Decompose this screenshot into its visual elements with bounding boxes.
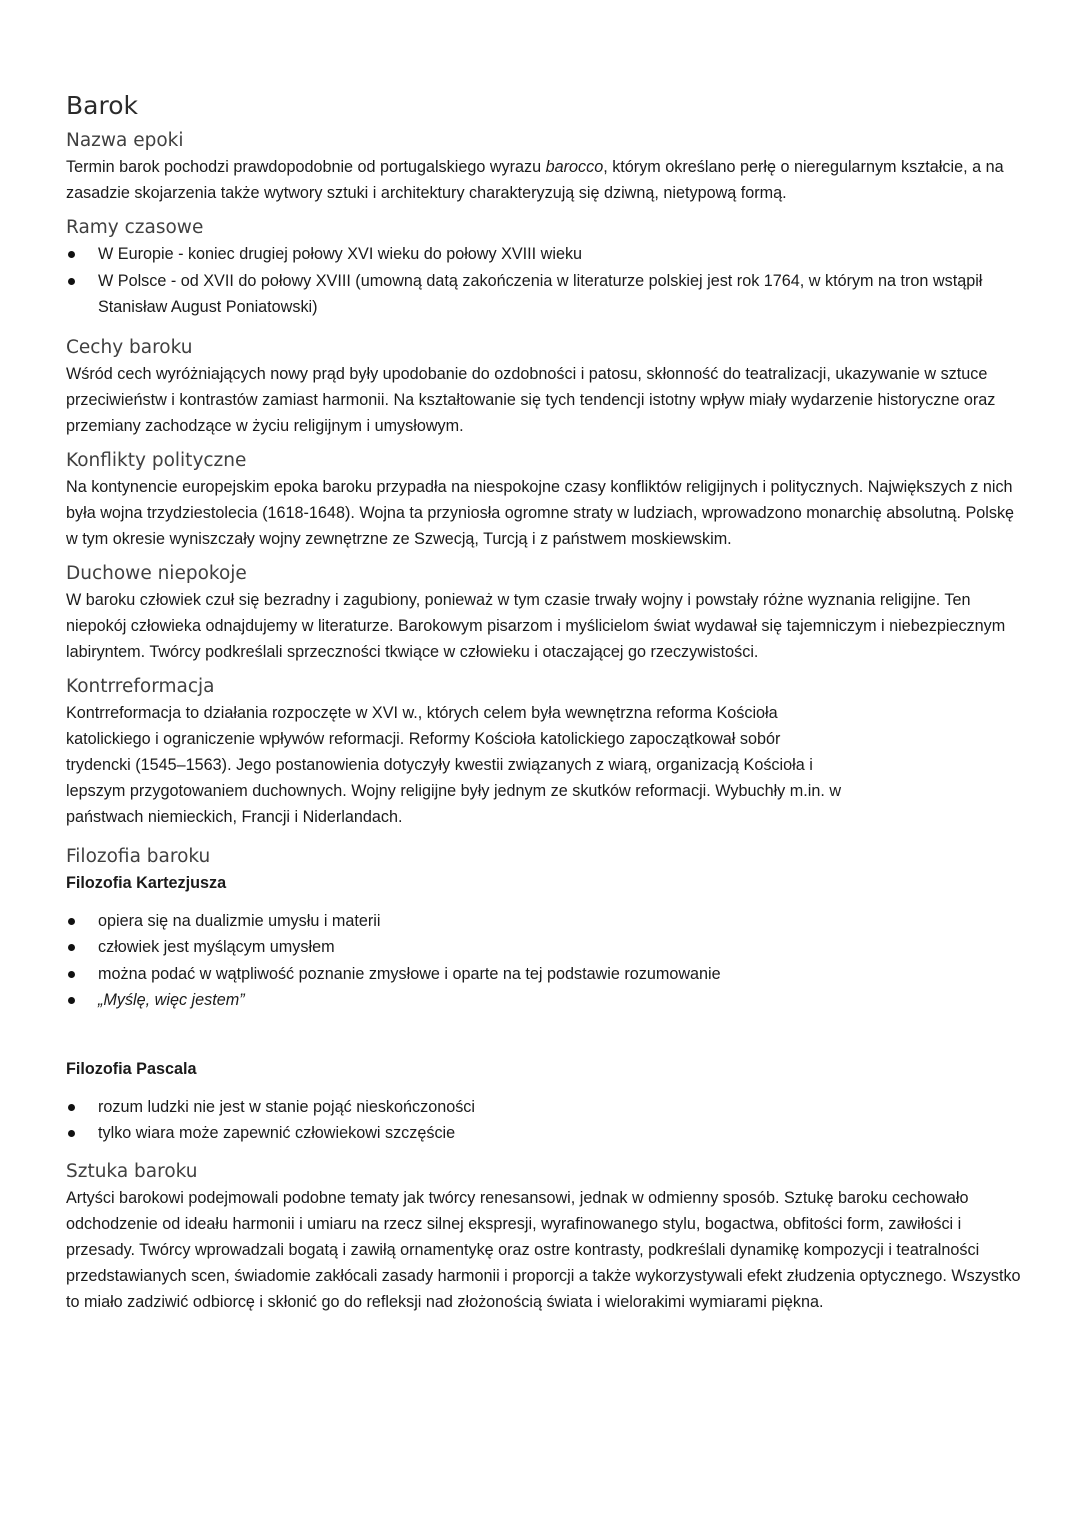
list-item: W Polsce - od XVII do połowy XVIII (umowną datą zakończenia w literaturze polskiej jest rok 1764, w którym na tron wstąpił Stanisław August Poniatowski) (66, 268, 1026, 321)
section-line: trydencki (1545–1563). Jego postanowienia dotyczyły kwestii związanych z wiarą, organizacją Kościoła i (66, 755, 813, 774)
section-heading: Kontrreformacja (66, 675, 215, 697)
bullet-list (66, 241, 1026, 321)
section-cechy-baroku (66, 335, 1026, 439)
section-sztuka-baroku (66, 1159, 1026, 1315)
list-item: można podać w wątpliwość poznanie zmysłowe i oparte na tej podstawie rozumowanie (66, 961, 1026, 988)
section-line: lepszym przygotowaniem duchownych. Wojny religijne były jednym ze skutków reformacji. Wybuchły m.in. w (66, 781, 842, 800)
list-item: „Myślę, więc jestem” (66, 987, 1026, 1014)
list-item: W Europie - koniec drugiej połowy XVI wieku do połowy XVIII wieku (66, 241, 1026, 268)
section-heading: Konflikty polityczne (66, 449, 247, 471)
section-text: Artyści barokowi podejmowali podobne tematy jak twórcy renesansowi, jednak w odmienny sposób. Sztukę baroku cechowało odchodzenie od ideału harmonii i umiaru na rzecz silnej ekspresji, wyrafinowanego stylu, bogactwa, obfitości form, zawiłości i przesady. Twórcy wprowadzali bogatą i zawiłą ornamentykę oraz ostre kontrasty, podkreślali dynamikę kompozycji i teatralności przedstawianych scen, świadomie zakłócali zasady harmonii i proporcji a także wykorzystywali efekt złudzenia optycznego. Wszystko to miało zadziwić odbiorcę i skłonić go do refleksji nad złożonością świata i wielorakimi wymiarami piękna. (66, 1188, 1021, 1311)
section-nazwa-epoki (66, 128, 1026, 206)
section-text: W baroku człowiek czuł się bezradny i zagubiony, ponieważ w tym czasie trwały wojny i powstały różne wyznania religijne. Ten niepokój człowieka odnajdujemy w literaturze. Barokowym pisarzom i myślicielom świat wydawał się tajemniczym i niebezpiecznym labiryntem. Twórcy podkreślali sprzeczności tkwiące w człowieku i otaczającej go rzeczywistości. (66, 590, 1006, 661)
section-heading: Duchowe niepokoje (66, 562, 247, 584)
section-heading: Nazwa epoki (66, 130, 184, 151)
italic-term: barocco (545, 158, 604, 176)
section-line: Kontrreformacja to działania rozpoczęte w XVI w., których celem była wewnętrzna reforma Kościoła (66, 703, 778, 722)
section-duchowe-niepokoje (66, 561, 1026, 665)
list-item: rozum ludzki nie jest w stanie pojąć nieskończoności (66, 1094, 1026, 1121)
list-item: opiera się na dualizmie umysłu i materii (66, 908, 1026, 935)
section-kontrreformacja (66, 674, 1026, 830)
section-text: Wśród cech wyróżniających nowy prąd były upodobanie do ozdobności i patosu, skłonność do teatralizacji, ukazywanie w sztuce przeciwieństw i kontrastów zamiast harmonii. Na kształtowanie się tych tendencji istotny wpływ miały wydarzenie historyczne oraz przemiany zachodzące w życiu religijnym i umysłowym. (66, 364, 996, 435)
list-item: tylko wiara może zapewnić człowiekowi szczęście (66, 1120, 1026, 1147)
text-part: Termin barok pochodzi prawdopodobnie od portugalskiego wyrazu (66, 158, 546, 176)
subheading-pascal: Filozofia Pascala (66, 1059, 197, 1078)
section-text: Na kontynencie europejskim epoka baroku przypadła na niespokojne czasy konfliktów religijnych i politycznych. Największych z nich była wojna trzydziestolecia (1618-1648). Wojna ta przyniosła ogromne straty w ludziach, wprowadzono monarchię absolutną. Polskę w tym okresie wyniszczały wojny zewnętrzne ze Szwecją, Turcją i z państwem moskiewskim. (66, 477, 1015, 548)
section-heading: Filozofia baroku (66, 845, 211, 867)
document-page (66, 90, 1026, 1324)
subheading-kartezjusz: Filozofia Kartezjusza (66, 873, 227, 892)
section-ramy-czasowe (66, 215, 1026, 321)
bullet-list (66, 1094, 1026, 1147)
section-line: katolickiego i ograniczenie wpływów reformacji. Reformy Kościoła katolickiego zapoczątkował sobór (66, 729, 781, 748)
section-heading: Cechy baroku (66, 336, 193, 358)
section-heading: Ramy czasowe (66, 217, 204, 238)
section-text (66, 154, 1026, 206)
section-konflikty-polityczne (66, 448, 1026, 552)
section-line: państwach niemieckich, Francji i Niderlandach. (66, 807, 403, 826)
section-filozofia-baroku (66, 844, 1026, 1147)
section-heading: Sztuka baroku (66, 1160, 198, 1182)
list-item: człowiek jest myślącym umysłem (66, 934, 1026, 961)
page-title: Barok (66, 91, 138, 120)
bullet-list (66, 908, 1026, 1014)
text-part: , którym określano perłę o nieregularnym kształcie, a na zasadzie skojarzenia także wytwory sztuki i architektury charakteryzują się dziwną, nietypową formą. (66, 158, 1004, 202)
